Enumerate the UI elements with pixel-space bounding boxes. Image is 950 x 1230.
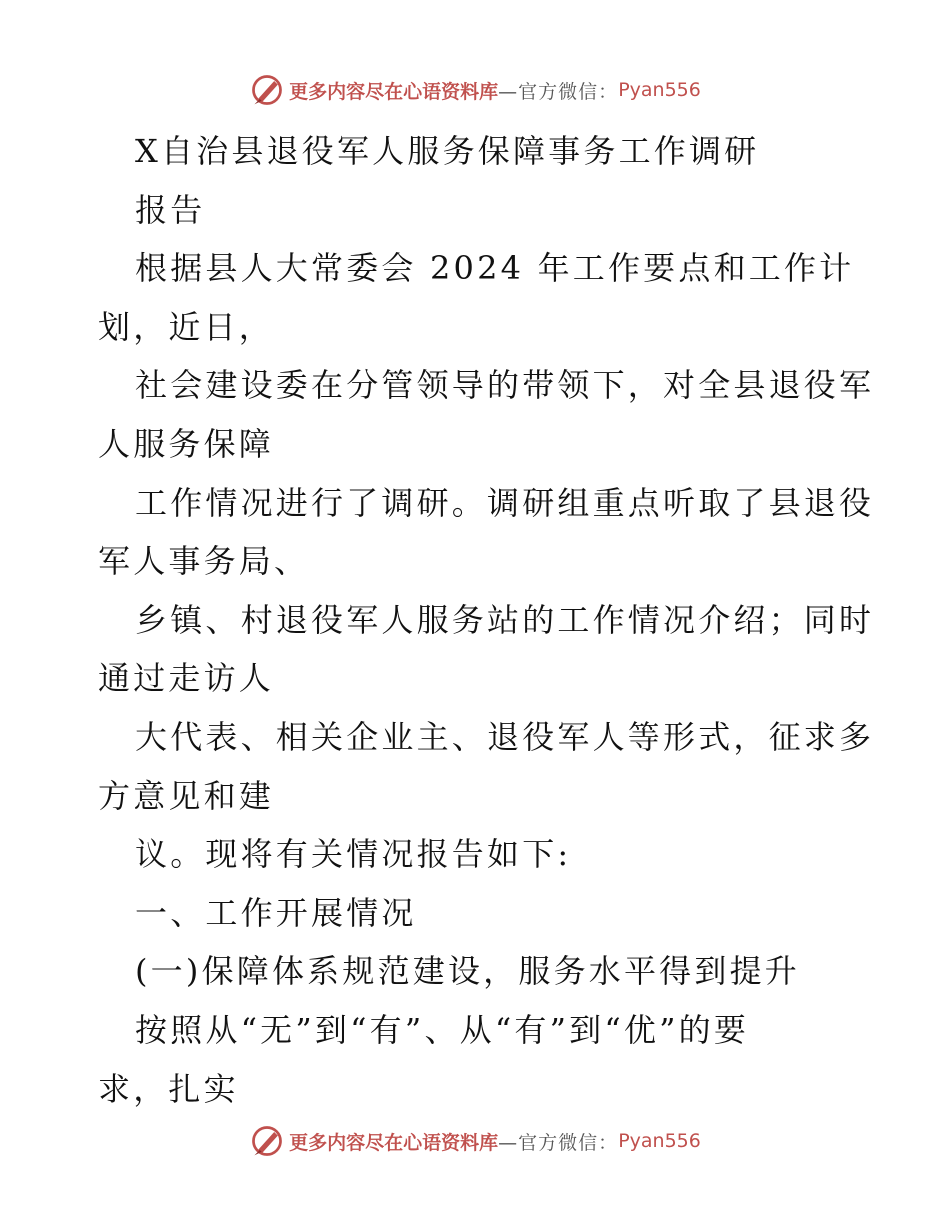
text-line: 一、工作开展情况	[135, 893, 417, 932]
watermark-dash: —官方微信：	[498, 80, 619, 103]
text-line: (一)保障体系规范建设，服务水平得到提升	[135, 952, 800, 991]
text-line: 工作情况进行了调研。调研组重点听取了县退役	[135, 483, 875, 522]
document-body	[98, 122, 875, 1118]
watermark-id: Pyan556	[618, 1130, 701, 1152]
watermark-id: Pyan556	[618, 79, 701, 101]
watermark-text: 更多内容尽在心语资料库	[289, 1131, 499, 1154]
text-line: 按照从“无”到“有”、从“有”到“优”的要	[135, 1010, 750, 1049]
text-line: 社会建设委在分管领导的带领下，对全县退役军	[135, 366, 875, 405]
pen-logo-icon	[249, 1123, 285, 1159]
text-line: 报告	[135, 190, 206, 229]
text-line: 议。现将有关情况报告如下:	[135, 835, 572, 874]
text-line: 划，近日，	[98, 307, 275, 346]
watermark-text: 更多内容尽在心语资料库	[289, 80, 499, 103]
text-line: 通过走访人	[98, 659, 275, 698]
pen-logo-icon	[249, 72, 285, 108]
text-line: 根据县人大常委会 2024 年工作要点和工作计	[135, 249, 855, 288]
watermark-footer	[0, 1121, 950, 1161]
text-line: 乡镇、村退役军人服务站的工作情况介绍；同时	[135, 600, 875, 639]
text-line: 军人事务局、	[98, 542, 310, 581]
text-line: 方意见和建	[98, 776, 275, 815]
text-line: 大代表、相关企业主、退役军人等形式，征求多	[135, 717, 875, 756]
watermark-header	[0, 70, 950, 110]
text-line: 人服务保障	[98, 424, 275, 463]
document-title: X自治县退役军人服务保障事务工作调研	[135, 132, 760, 170]
watermark-dash: —官方微信：	[498, 1131, 619, 1154]
text-line: 求，扎实	[98, 1069, 239, 1108]
